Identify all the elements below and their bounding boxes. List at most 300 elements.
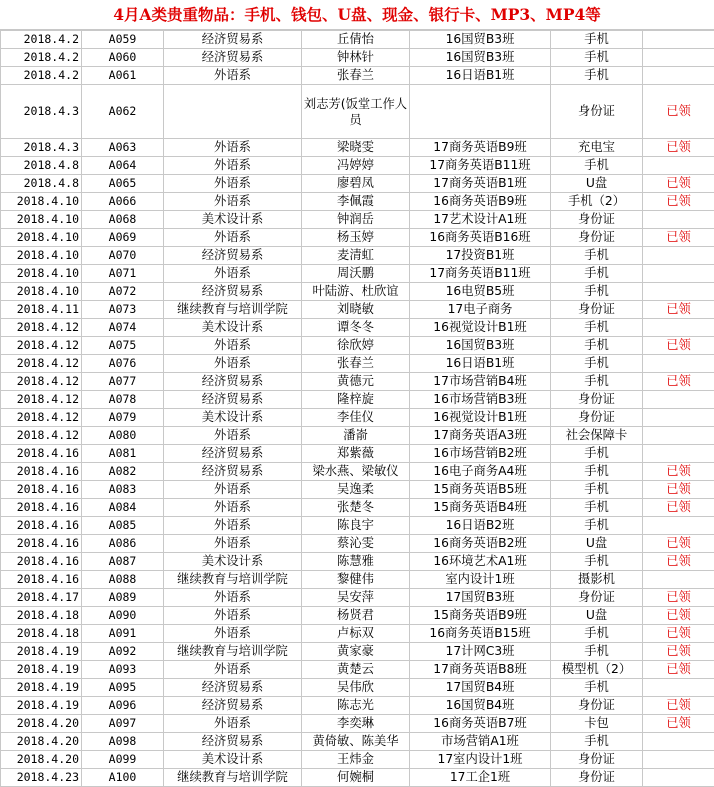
cell-status: 已领 bbox=[643, 607, 714, 625]
cell-code: A092 bbox=[82, 643, 164, 661]
cell-status: 已领 bbox=[643, 553, 714, 571]
cell-department: 外语系 bbox=[164, 481, 302, 499]
cell-date: 2018.4.18 bbox=[1, 607, 82, 625]
cell-class: 15商务英语B5班 bbox=[410, 481, 551, 499]
table-row bbox=[1, 463, 714, 481]
cell-class: 17商务英语B9班 bbox=[410, 139, 551, 157]
cell-status: 已领 bbox=[643, 463, 714, 481]
cell-department: 经济贸易系 bbox=[164, 283, 302, 301]
cell-date: 2018.4.2 bbox=[1, 67, 82, 85]
cell-item: 手机 bbox=[551, 355, 643, 373]
cell-department: 外语系 bbox=[164, 625, 302, 643]
table-row bbox=[1, 643, 714, 661]
cell-code: A093 bbox=[82, 661, 164, 679]
cell-date: 2018.4.12 bbox=[1, 427, 82, 445]
cell-department: 美术设计系 bbox=[164, 553, 302, 571]
cell-code: A082 bbox=[82, 463, 164, 481]
cell-department: 外语系 bbox=[164, 589, 302, 607]
cell-date: 2018.4.16 bbox=[1, 499, 82, 517]
cell-date: 2018.4.19 bbox=[1, 679, 82, 697]
cell-department: 外语系 bbox=[164, 607, 302, 625]
cell-date: 2018.4.3 bbox=[1, 85, 82, 139]
sheet-title: 4月A类贵重物品：手机、钱包、U盘、现金、银行卡、MP3、MP4等 bbox=[0, 0, 714, 30]
cell-department: 美术设计系 bbox=[164, 319, 302, 337]
cell-code: A076 bbox=[82, 355, 164, 373]
cell-date: 2018.4.16 bbox=[1, 481, 82, 499]
cell-status: 已领 bbox=[643, 715, 714, 733]
cell-status: 已领 bbox=[643, 373, 714, 391]
cell-date: 2018.4.20 bbox=[1, 733, 82, 751]
cell-class: 16市场营销B3班 bbox=[410, 391, 551, 409]
cell-code: A095 bbox=[82, 679, 164, 697]
cell-class: 17商务英语B11班 bbox=[410, 157, 551, 175]
cell-class: 16商务英语B16班 bbox=[410, 229, 551, 247]
cell-owner-name: 丘倩怡 bbox=[302, 31, 410, 49]
cell-date: 2018.4.20 bbox=[1, 715, 82, 733]
cell-item: 手机 bbox=[551, 265, 643, 283]
table-row bbox=[1, 301, 714, 319]
cell-department: 外语系 bbox=[164, 499, 302, 517]
cell-status bbox=[643, 427, 714, 445]
cell-date: 2018.4.16 bbox=[1, 445, 82, 463]
cell-date: 2018.4.10 bbox=[1, 247, 82, 265]
cell-owner-name: 杨贤君 bbox=[302, 607, 410, 625]
cell-code: A083 bbox=[82, 481, 164, 499]
cell-department: 美术设计系 bbox=[164, 751, 302, 769]
cell-item: 手机 bbox=[551, 157, 643, 175]
table-row bbox=[1, 625, 714, 643]
cell-class: 16商务英语B15班 bbox=[410, 625, 551, 643]
cell-class: 16日语B1班 bbox=[410, 355, 551, 373]
cell-owner-name: 李佩霞 bbox=[302, 193, 410, 211]
cell-date: 2018.4.10 bbox=[1, 211, 82, 229]
cell-item: 身份证 bbox=[551, 85, 643, 139]
cell-department: 美术设计系 bbox=[164, 409, 302, 427]
cell-department: 经济贸易系 bbox=[164, 31, 302, 49]
cell-department: 外语系 bbox=[164, 517, 302, 535]
cell-status: 已领 bbox=[643, 85, 714, 139]
cell-code: A075 bbox=[82, 337, 164, 355]
cell-department: 继续教育与培训学院 bbox=[164, 571, 302, 589]
table-row bbox=[1, 679, 714, 697]
cell-department: 经济贸易系 bbox=[164, 247, 302, 265]
table-row bbox=[1, 283, 714, 301]
cell-item: U盘 bbox=[551, 607, 643, 625]
cell-department: 经济贸易系 bbox=[164, 373, 302, 391]
cell-item: 手机 bbox=[551, 499, 643, 517]
cell-date: 2018.4.12 bbox=[1, 355, 82, 373]
cell-owner-name: 梁晓雯 bbox=[302, 139, 410, 157]
table-row bbox=[1, 355, 714, 373]
cell-class: 17国贸B4班 bbox=[410, 679, 551, 697]
cell-owner-name: 郑紫薇 bbox=[302, 445, 410, 463]
cell-code: A062 bbox=[82, 85, 164, 139]
table-row bbox=[1, 193, 714, 211]
cell-code: A098 bbox=[82, 733, 164, 751]
cell-status: 已领 bbox=[643, 337, 714, 355]
cell-owner-name: 钟林针 bbox=[302, 49, 410, 67]
cell-status bbox=[643, 67, 714, 85]
cell-owner-name: 黄德元 bbox=[302, 373, 410, 391]
cell-owner-name: 张楚冬 bbox=[302, 499, 410, 517]
cell-date: 2018.4.12 bbox=[1, 319, 82, 337]
cell-item: 身份证 bbox=[551, 697, 643, 715]
cell-code: A059 bbox=[82, 31, 164, 49]
cell-date: 2018.4.10 bbox=[1, 283, 82, 301]
cell-class bbox=[410, 85, 551, 139]
table-row bbox=[1, 607, 714, 625]
cell-item: U盘 bbox=[551, 535, 643, 553]
cell-code: A097 bbox=[82, 715, 164, 733]
cell-date: 2018.4.11 bbox=[1, 301, 82, 319]
cell-class: 17工企1班 bbox=[410, 769, 551, 787]
cell-date: 2018.4.8 bbox=[1, 157, 82, 175]
cell-date: 2018.4.12 bbox=[1, 391, 82, 409]
table-row bbox=[1, 373, 714, 391]
table-row bbox=[1, 409, 714, 427]
cell-item: 身份证 bbox=[551, 211, 643, 229]
cell-owner-name: 黎健伟 bbox=[302, 571, 410, 589]
table-row bbox=[1, 319, 714, 337]
cell-status bbox=[643, 355, 714, 373]
cell-owner-name: 黄家豪 bbox=[302, 643, 410, 661]
table-row bbox=[1, 247, 714, 265]
cell-owner-name: 陈良宇 bbox=[302, 517, 410, 535]
cell-status: 已领 bbox=[643, 589, 714, 607]
cell-department: 经济贸易系 bbox=[164, 49, 302, 67]
cell-owner-name: 吴安萍 bbox=[302, 589, 410, 607]
cell-item: 手机（2） bbox=[551, 193, 643, 211]
cell-date: 2018.4.19 bbox=[1, 661, 82, 679]
cell-class: 16国贸B4班 bbox=[410, 697, 551, 715]
cell-department: 经济贸易系 bbox=[164, 733, 302, 751]
cell-item: 手机 bbox=[551, 31, 643, 49]
cell-owner-name: 李佳仪 bbox=[302, 409, 410, 427]
cell-code: A087 bbox=[82, 553, 164, 571]
cell-status: 已领 bbox=[643, 535, 714, 553]
table-row bbox=[1, 427, 714, 445]
cell-code: A085 bbox=[82, 517, 164, 535]
cell-owner-name: 张春兰 bbox=[302, 355, 410, 373]
cell-code: A100 bbox=[82, 769, 164, 787]
cell-department: 外语系 bbox=[164, 661, 302, 679]
cell-department: 美术设计系 bbox=[164, 211, 302, 229]
cell-date: 2018.4.20 bbox=[1, 751, 82, 769]
cell-status bbox=[643, 283, 714, 301]
cell-status bbox=[643, 391, 714, 409]
cell-class: 17商务英语B8班 bbox=[410, 661, 551, 679]
cell-status bbox=[643, 445, 714, 463]
cell-item: 手机 bbox=[551, 283, 643, 301]
cell-date: 2018.4.12 bbox=[1, 373, 82, 391]
cell-department: 外语系 bbox=[164, 355, 302, 373]
cell-item: 手机 bbox=[551, 481, 643, 499]
cell-code: A090 bbox=[82, 607, 164, 625]
cell-owner-name: 黄楚云 bbox=[302, 661, 410, 679]
cell-class: 17市场营销B4班 bbox=[410, 373, 551, 391]
cell-owner-name: 刘晓敏 bbox=[302, 301, 410, 319]
cell-date: 2018.4.10 bbox=[1, 193, 82, 211]
cell-code: A080 bbox=[82, 427, 164, 445]
cell-code: A064 bbox=[82, 157, 164, 175]
cell-status: 已领 bbox=[643, 301, 714, 319]
cell-item: U盘 bbox=[551, 175, 643, 193]
table-row bbox=[1, 499, 714, 517]
cell-code: A086 bbox=[82, 535, 164, 553]
cell-code: A088 bbox=[82, 571, 164, 589]
cell-class: 15商务英语B9班 bbox=[410, 607, 551, 625]
table-row bbox=[1, 517, 714, 535]
cell-owner-name: 麦清虹 bbox=[302, 247, 410, 265]
cell-class: 17商务英语A3班 bbox=[410, 427, 551, 445]
cell-owner-name: 刘志芳(饭堂工作人员 bbox=[302, 85, 410, 139]
cell-class: 16国贸B3班 bbox=[410, 49, 551, 67]
cell-class: 16环境艺术A1班 bbox=[410, 553, 551, 571]
cell-department: 继续教育与培训学院 bbox=[164, 301, 302, 319]
cell-status bbox=[643, 49, 714, 67]
table-row bbox=[1, 535, 714, 553]
cell-status bbox=[643, 211, 714, 229]
cell-item: 手机 bbox=[551, 247, 643, 265]
table-row bbox=[1, 769, 714, 787]
cell-class: 16国贸B3班 bbox=[410, 337, 551, 355]
cell-code: A079 bbox=[82, 409, 164, 427]
cell-status bbox=[643, 571, 714, 589]
cell-department: 外语系 bbox=[164, 265, 302, 283]
cell-code: A081 bbox=[82, 445, 164, 463]
cell-class: 17投资B1班 bbox=[410, 247, 551, 265]
cell-class: 17电子商务 bbox=[410, 301, 551, 319]
table-row bbox=[1, 553, 714, 571]
cell-status: 已领 bbox=[643, 229, 714, 247]
cell-item: 身份证 bbox=[551, 391, 643, 409]
cell-class: 16国贸B3班 bbox=[410, 31, 551, 49]
cell-owner-name: 陈志光 bbox=[302, 697, 410, 715]
table-row bbox=[1, 157, 714, 175]
cell-date: 2018.4.8 bbox=[1, 175, 82, 193]
table-row bbox=[1, 661, 714, 679]
cell-item: 手机 bbox=[551, 733, 643, 751]
cell-status bbox=[643, 319, 714, 337]
cell-item: 手机 bbox=[551, 337, 643, 355]
cell-status: 已领 bbox=[643, 499, 714, 517]
cell-class: 16电子商务A4班 bbox=[410, 463, 551, 481]
cell-status bbox=[643, 31, 714, 49]
cell-date: 2018.4.12 bbox=[1, 337, 82, 355]
cell-status: 已领 bbox=[643, 643, 714, 661]
cell-code: A073 bbox=[82, 301, 164, 319]
cell-date: 2018.4.16 bbox=[1, 571, 82, 589]
table-row bbox=[1, 229, 714, 247]
cell-item: 身份证 bbox=[551, 229, 643, 247]
cell-status: 已领 bbox=[643, 697, 714, 715]
cell-department: 外语系 bbox=[164, 157, 302, 175]
cell-class: 16商务英语B9班 bbox=[410, 193, 551, 211]
cell-date: 2018.4.16 bbox=[1, 517, 82, 535]
cell-owner-name: 吴伟欣 bbox=[302, 679, 410, 697]
cell-status: 已领 bbox=[643, 139, 714, 157]
cell-item: 手机 bbox=[551, 67, 643, 85]
cell-code: A078 bbox=[82, 391, 164, 409]
cell-item: 身份证 bbox=[551, 751, 643, 769]
cell-code: A077 bbox=[82, 373, 164, 391]
cell-code: A065 bbox=[82, 175, 164, 193]
cell-class: 16视觉设计B1班 bbox=[410, 319, 551, 337]
cell-department: 外语系 bbox=[164, 337, 302, 355]
cell-owner-name: 张春兰 bbox=[302, 67, 410, 85]
cell-item: 手机 bbox=[551, 643, 643, 661]
table-row bbox=[1, 337, 714, 355]
cell-item: 手机 bbox=[551, 625, 643, 643]
cell-code: A074 bbox=[82, 319, 164, 337]
cell-class: 17计网C3班 bbox=[410, 643, 551, 661]
cell-date: 2018.4.19 bbox=[1, 697, 82, 715]
table-row bbox=[1, 391, 714, 409]
cell-item: 身份证 bbox=[551, 301, 643, 319]
cell-class: 室内设计1班 bbox=[410, 571, 551, 589]
cell-code: A091 bbox=[82, 625, 164, 643]
cell-date: 2018.4.17 bbox=[1, 589, 82, 607]
cell-date: 2018.4.10 bbox=[1, 229, 82, 247]
table-row bbox=[1, 85, 714, 139]
cell-status bbox=[643, 409, 714, 427]
cell-class: 16市场营销B2班 bbox=[410, 445, 551, 463]
cell-class: 17商务英语B11班 bbox=[410, 265, 551, 283]
cell-item: 手机 bbox=[551, 373, 643, 391]
cell-owner-name: 蔡沁雯 bbox=[302, 535, 410, 553]
cell-code: A063 bbox=[82, 139, 164, 157]
cell-owner-name: 王炜金 bbox=[302, 751, 410, 769]
cell-department: 外语系 bbox=[164, 67, 302, 85]
cell-date: 2018.4.3 bbox=[1, 139, 82, 157]
cell-owner-name: 徐欣婷 bbox=[302, 337, 410, 355]
table-row bbox=[1, 697, 714, 715]
cell-department: 经济贸易系 bbox=[164, 697, 302, 715]
cell-status: 已领 bbox=[643, 661, 714, 679]
cell-item: 手机 bbox=[551, 319, 643, 337]
cell-status: 已领 bbox=[643, 175, 714, 193]
cell-owner-name: 冯婷婷 bbox=[302, 157, 410, 175]
cell-item: 摄影机 bbox=[551, 571, 643, 589]
table-row bbox=[1, 481, 714, 499]
cell-item: 身份证 bbox=[551, 589, 643, 607]
cell-date: 2018.4.16 bbox=[1, 463, 82, 481]
cell-department: 外语系 bbox=[164, 139, 302, 157]
cell-department bbox=[164, 85, 302, 139]
table-row bbox=[1, 265, 714, 283]
cell-code: A070 bbox=[82, 247, 164, 265]
table-row bbox=[1, 67, 714, 85]
cell-item: 手机 bbox=[551, 517, 643, 535]
cell-department: 继续教育与培训学院 bbox=[164, 643, 302, 661]
cell-date: 2018.4.18 bbox=[1, 625, 82, 643]
table-row bbox=[1, 211, 714, 229]
cell-owner-name: 谭冬冬 bbox=[302, 319, 410, 337]
cell-item: 手机 bbox=[551, 553, 643, 571]
cell-owner-name: 叶陆游、杜欣谊 bbox=[302, 283, 410, 301]
cell-code: A089 bbox=[82, 589, 164, 607]
cell-date: 2018.4.16 bbox=[1, 535, 82, 553]
cell-status bbox=[643, 247, 714, 265]
cell-department: 外语系 bbox=[164, 427, 302, 445]
table-row bbox=[1, 715, 714, 733]
cell-department: 外语系 bbox=[164, 715, 302, 733]
cell-item: 卡包 bbox=[551, 715, 643, 733]
cell-class: 16电贸B5班 bbox=[410, 283, 551, 301]
cell-code: A060 bbox=[82, 49, 164, 67]
cell-owner-name: 钟润岳 bbox=[302, 211, 410, 229]
cell-item: 充电宝 bbox=[551, 139, 643, 157]
cell-owner-name: 梁水燕、梁敏仪 bbox=[302, 463, 410, 481]
cell-owner-name: 周沃鹏 bbox=[302, 265, 410, 283]
cell-item: 手机 bbox=[551, 445, 643, 463]
cell-status: 已领 bbox=[643, 481, 714, 499]
cell-date: 2018.4.12 bbox=[1, 409, 82, 427]
table-row bbox=[1, 733, 714, 751]
cell-owner-name: 卢标双 bbox=[302, 625, 410, 643]
cell-owner-name: 潘嵛 bbox=[302, 427, 410, 445]
cell-date: 2018.4.2 bbox=[1, 31, 82, 49]
table-row bbox=[1, 571, 714, 589]
cell-status bbox=[643, 517, 714, 535]
cell-class: 17国贸B3班 bbox=[410, 589, 551, 607]
table-row bbox=[1, 589, 714, 607]
cell-date: 2018.4.16 bbox=[1, 553, 82, 571]
cell-status bbox=[643, 769, 714, 787]
cell-date: 2018.4.19 bbox=[1, 643, 82, 661]
cell-status: 已领 bbox=[643, 625, 714, 643]
cell-class: 16商务英语B2班 bbox=[410, 535, 551, 553]
cell-status: 已领 bbox=[643, 193, 714, 211]
table-row bbox=[1, 175, 714, 193]
cell-department: 外语系 bbox=[164, 193, 302, 211]
cell-status bbox=[643, 265, 714, 283]
lost-items-table bbox=[0, 30, 714, 787]
cell-class: 16日语B1班 bbox=[410, 67, 551, 85]
cell-date: 2018.4.10 bbox=[1, 265, 82, 283]
cell-owner-name: 吴逸柔 bbox=[302, 481, 410, 499]
cell-class: 17艺术设计A1班 bbox=[410, 211, 551, 229]
cell-owner-name: 黄倚敏、陈美华 bbox=[302, 733, 410, 751]
table-row bbox=[1, 31, 714, 49]
cell-date: 2018.4.2 bbox=[1, 49, 82, 67]
cell-date: 2018.4.23 bbox=[1, 769, 82, 787]
cell-department: 外语系 bbox=[164, 535, 302, 553]
cell-class: 17室内设计1班 bbox=[410, 751, 551, 769]
cell-item: 手机 bbox=[551, 49, 643, 67]
cell-department: 经济贸易系 bbox=[164, 445, 302, 463]
cell-department: 经济贸易系 bbox=[164, 391, 302, 409]
cell-status bbox=[643, 733, 714, 751]
cell-status bbox=[643, 679, 714, 697]
cell-code: A069 bbox=[82, 229, 164, 247]
table-row bbox=[1, 139, 714, 157]
cell-class: 16视觉设计B1班 bbox=[410, 409, 551, 427]
cell-department: 继续教育与培训学院 bbox=[164, 769, 302, 787]
cell-department: 外语系 bbox=[164, 175, 302, 193]
cell-item: 身份证 bbox=[551, 409, 643, 427]
cell-class: 15商务英语B4班 bbox=[410, 499, 551, 517]
cell-owner-name: 隆梓旋 bbox=[302, 391, 410, 409]
cell-department: 外语系 bbox=[164, 229, 302, 247]
cell-code: A071 bbox=[82, 265, 164, 283]
cell-code: A096 bbox=[82, 697, 164, 715]
cell-department: 经济贸易系 bbox=[164, 463, 302, 481]
cell-code: A061 bbox=[82, 67, 164, 85]
cell-class: 16日语B2班 bbox=[410, 517, 551, 535]
cell-code: A066 bbox=[82, 193, 164, 211]
cell-item: 模型机（2） bbox=[551, 661, 643, 679]
